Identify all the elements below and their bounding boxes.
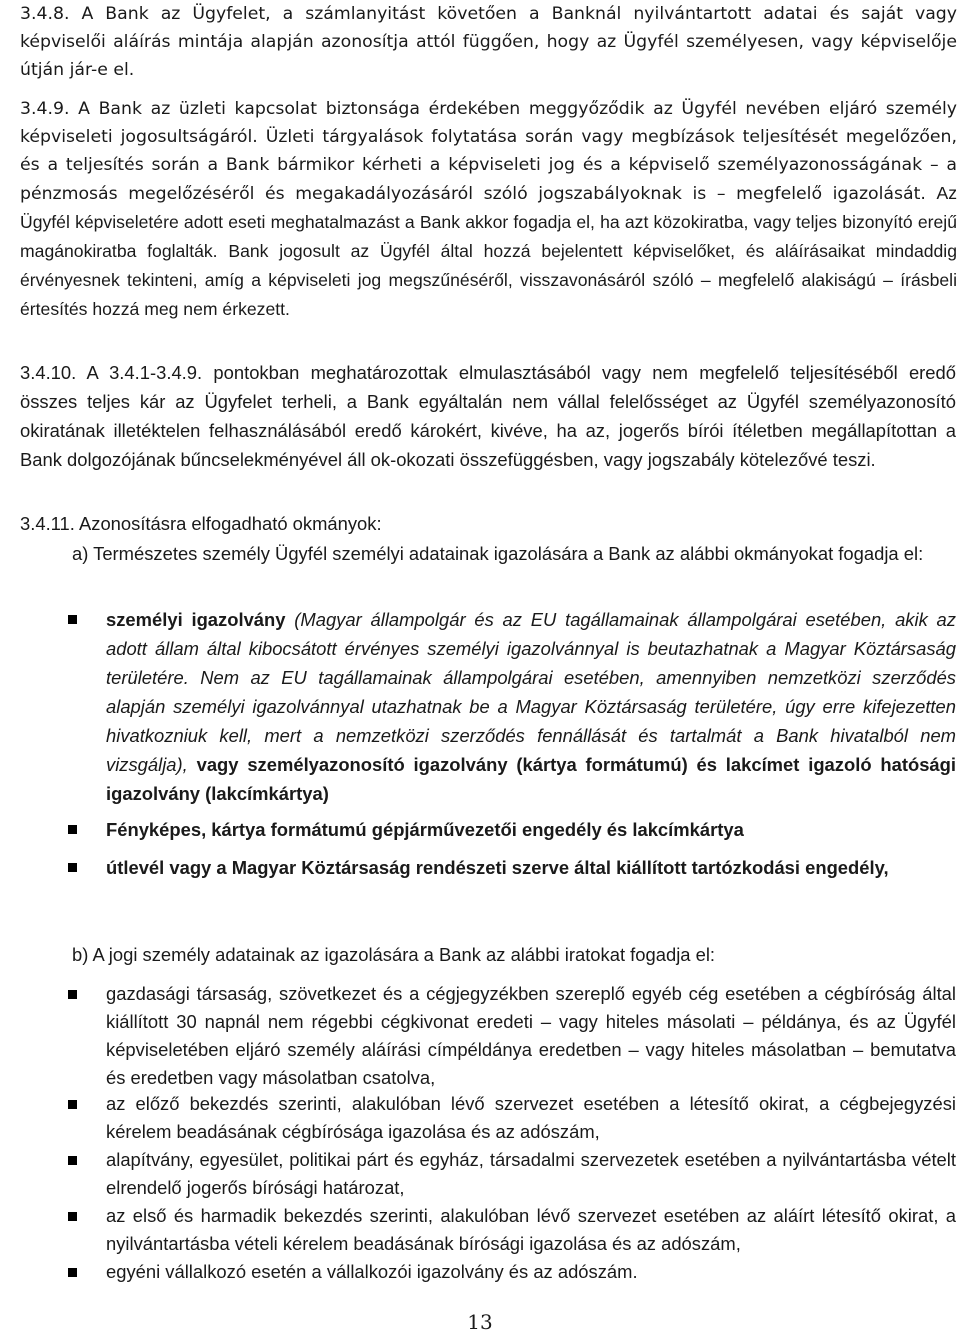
paragraph-3-4-8 [20,0,957,84]
page-number: 13 [467,1310,493,1334]
paragraph-text: A Bank az üzleti kapcsolat biztonsága érdekében meggyőződik az Ügyfél nevében eljáró személy képviseleti jogosultságáról. Üzleti tárgyalások folytatása során vagy megbízások teljesítését megelőzően, és a teljesítés során a Bank bármikor kérheti a képviseleti jog és a képviselő személyazonosságának – a pénzmosás megelőzéséről és megakadályozásáról szóló jogszabályoknak is – megfelelő igazolását. [20,99,957,204]
section-heading: Azonosításra elfogadható okmányok: [78,513,382,534]
section-number: 3.4.11. [20,513,75,534]
bold-term: személyi igazolvány [106,609,286,630]
section-number: 3.4.8. [20,4,70,24]
list-item-text: az első és harmadik bekezdés szerinti, alakulóban lévő szervezet esetében az aláírt létesítő okirat, a nyilvántartásba vételi kérelem beadásának bírósági igazolása és az adószám, [106,1205,956,1254]
bullet-square [68,1212,77,1221]
legal-person-intro: b) A jogi személy adatainak az igazolására a Bank az alábbi iratokat fogadja el: [72,944,716,965]
list-item-text [106,853,956,882]
natural-person-intro: a) Természetes személy Ügyfél személyi adatainak igazolására a Bank az alábbi okmányokat fogadja el: [72,543,924,564]
section-number: 3.4.9. [20,99,70,119]
bullet-square [68,990,77,999]
paragraph-3-4-9 [20,95,957,324]
paragraph-3-4-10 [20,358,956,474]
bold-term: útlevél vagy a Magyar Köztársaság rendészeti szerve által kiállított tartózkodási engedély, [106,857,889,878]
bullet-square [68,1268,77,1277]
paragraph-text: A 3.4.1-3.4.9. pontokban meghatározottak elmulasztásából vagy nem megfelelő teljesítéséből eredő összes teljes kár az Ügyfelet terheli, a Bank egyáltalán nem vállal felelősséget az Ügyfél személyazonosító okiratának illetéktelen felhasználásából eredő károkért, kivéve, ha az, jogerős bírói ítéletben megállapítottan a Bank dolgozójának bűncselekményével áll ok-okozati összefüggésben, vagy jogszabály kötelezővé teszi. [20,362,956,470]
list-item-text: egyéni vállalkozó esetén a vállalkozói igazolvány és az adószám. [106,1261,638,1282]
bullet-square [68,1100,77,1109]
paragraph-text-continued: Az Ügyfél képviseletére adott eseti meghatalmazást a Bank akkor fogadja el, ha azt közokiratba, vagy teljes bizonyító erejű magánokiratba foglalták. Bank jogosult az Ügyfél által hozzá bejelentett képviselőket, és aláírásaikat mindaddig érvényesnek tekinteni, amíg a képviseleti jog megszűnéséről, visszavonásáról szóló – megfelelő alakiságú – írásbeli értesítés hozzá meg nem érkezett. [20,183,957,319]
italic-note: (Magyar állampolgár és az EU tagállamainak állampolgárai esetében, akik az adott állam által kibocsátott érvényes személyi igazolvánnyal is beutazhatnak a Magyar Köztársaság területére. Nem az EU tagállamainak állampolgárai esetében, amennyiben nemzetközi szerződés alapján személyi igazolvánnyal utazhatnak be a Magyar Köztársaság területére, úgy erre kifejezetten hivatkozniuk kell, mert a nemzetközi szerződés fennállását és tartalmát a Bank hivatalból nem vizsgálja), [106,609,956,775]
bullet-square [68,825,77,834]
bold-term: vagy személyazonosító igazolvány (kártya formátumú) és lakcímet igazoló hatósági igazolvány (lakcímkártya) [106,754,956,804]
list-item-text: alapítvány, egyesület, politikai párt és egyház, társadalmi szervezetek esetében a nyilvántartásba vételt elrendelő jogerős bírósági határozat, [106,1149,956,1198]
paragraph-text: A Bank az Ügyfelet, a számlanyitást követően a Banknál nyilvántartott adatai és saját vagy képviselői aláírás mintája alapján azonosítja attól függően, hogy az Ügyfél személyesen, vagy képviselője útján jár-e el. [20,4,957,80]
list-item-text: az előző bekezdés szerinti, alakulóban lévő szervezet esetében a létesítő okirat, a cégbejegyzési kérelem beadásának cégbírósága igazolása és az adószám, [106,1093,956,1142]
bullet-square [68,615,77,624]
bullet-square [68,863,77,872]
list-item-text [106,815,956,844]
bullet-square [68,1156,77,1165]
section-3-4-11-heading [20,509,382,538]
bold-term: Fényképes, kártya formátumú gépjárművezetői engedély és lakcímkártya [106,819,744,840]
list-item-text [106,605,956,808]
list-item-text: gazdasági társaság, szövetkezet és a cégjegyzékben szereplő egyéb cég esetében a cégbíróság által kiállított 30 napnál nem régebbi cégkivonat eredeti – vagy hiteles másolati – példánya, és az Ügyfél képviseletében eljáró személy aláírási címpéldánya eredetben – vagy hiteles másolatban – bemutatva és eredetben vagy másolatban csatolva, [106,983,956,1088]
section-number: 3.4.10. [20,362,77,383]
